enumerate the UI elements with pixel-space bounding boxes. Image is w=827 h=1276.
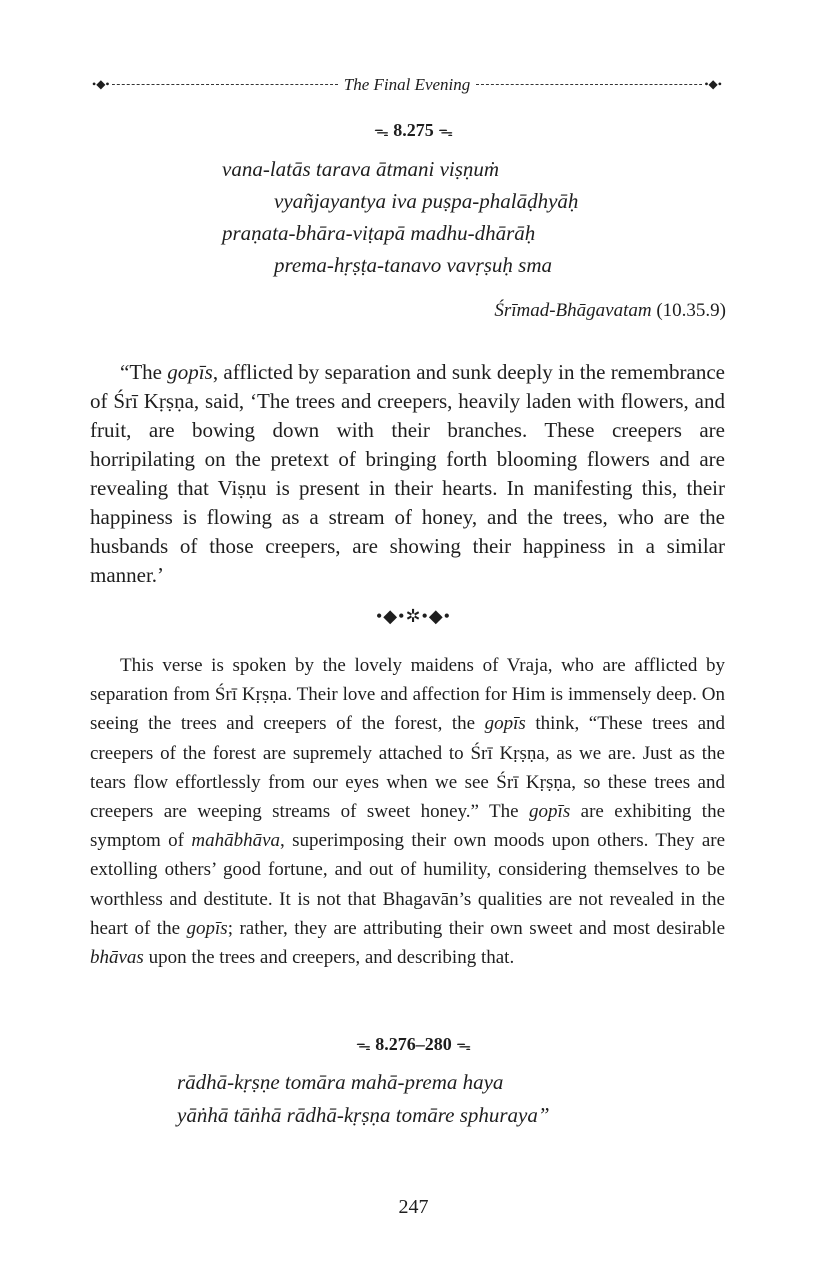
text-run: are exhibiting the symptom of: [90, 801, 725, 852]
ornament-left: •◆•: [92, 77, 110, 91]
fleuron-right: ᯓ: [456, 1038, 472, 1054]
italic-term: gopīs: [167, 360, 213, 384]
verse-number-8-275: [0, 120, 827, 141]
italic-term: gopīs: [186, 917, 228, 939]
header-rule-right: [476, 72, 722, 98]
verse-line: vyañjayantya iva puṣpa-phalāḍhyāḥ: [274, 189, 579, 213]
source-reference: (10.35.9): [656, 300, 726, 321]
verse-line: rādhā-kṛṣṇe tomāra mahā-prema haya: [177, 1070, 504, 1094]
verse-number-text: 8.276–280: [375, 1034, 452, 1054]
commentary-paragraph: [90, 651, 725, 972]
fleuron-left: ᯓ: [355, 1038, 371, 1054]
verse-line: vana-latās tarava ātmani viṣṇuṁ: [222, 157, 500, 181]
italic-term: gopīs: [484, 713, 526, 735]
italic-term: bhāvas: [90, 947, 144, 969]
text-run: upon the trees and creepers, and describing that.: [143, 947, 515, 969]
verse-source: [494, 300, 726, 322]
verse-line: praṇata-bhāra-viṭapā madhu-dhārāḥ: [222, 221, 536, 245]
text-run: “The: [120, 360, 168, 384]
text-run: This verse is spoken by the lovely maidens of Vraja, who are afflicted by separation from Śrī Kṛṣṇa. Their love and affection for Him is immensely deep. On seeing the trees and creepers of the forest, the: [90, 655, 725, 735]
translation-paragraph: [90, 358, 725, 590]
running-header-title: The Final Evening: [343, 75, 471, 94]
header-rule-left: [92, 72, 338, 98]
fleuron-right: ᯓ: [438, 124, 454, 140]
verse-line: prema-hṛṣṭa-tanavo vavṛṣuḥ sma: [274, 253, 553, 277]
verse-number-8-276-280: [0, 1034, 827, 1055]
page-number: 247: [398, 1196, 429, 1218]
verse-number-text: 8.275: [393, 120, 434, 140]
italic-term: gopīs: [529, 801, 571, 823]
verse-line: yāṅhā tāṅhā rādhā-kṛṣṇa tomāre sphuraya”: [177, 1103, 550, 1127]
ornament-right: •◆•: [704, 77, 722, 91]
running-header: [92, 72, 722, 98]
fleuron-left: ᯓ: [373, 124, 389, 140]
text-run: ; rather, they are attributing their own sweet and most desirable: [227, 917, 726, 939]
text-run: think, “These trees and creepers of the forest are supremely attached to Śrī Kṛṣṇa, as we are. Just as the tears flow effortlessly from our eyes when we see Śrī Kṛṣṇa, so these trees and creepers are weeping streams of sweet honey.” The: [90, 713, 725, 823]
text-run: , afflicted by separation and sunk deeply in the remembrance of Śrī Kṛṣṇa, said, ‘The trees and creepers, heavily laden with flowers, and fruit, are bowing down with their branches. These creepers are horripilating on the pretext of bringing forth blooming flowers and are revealing that Viṣṇu is present in their hearts. In manifesting this, their happiness is flowing as a stream of honey, and the trees, who are the husbands of those creepers, are showing their happiness in a similar manner.’: [90, 360, 725, 587]
source-title: Śrīmad-Bhāgavatam: [494, 300, 652, 321]
text-run: , superimposing their own moods upon others. They are extolling others’ good fortune, and out of humility, considering themselves to be worthless and destitute. It is not that Bhagavān’s qualities are not revealed in the heart of the: [90, 830, 726, 939]
section-divider-ornament: •◆•✲•◆•: [376, 606, 451, 626]
italic-term: mahābhāva: [191, 830, 280, 852]
